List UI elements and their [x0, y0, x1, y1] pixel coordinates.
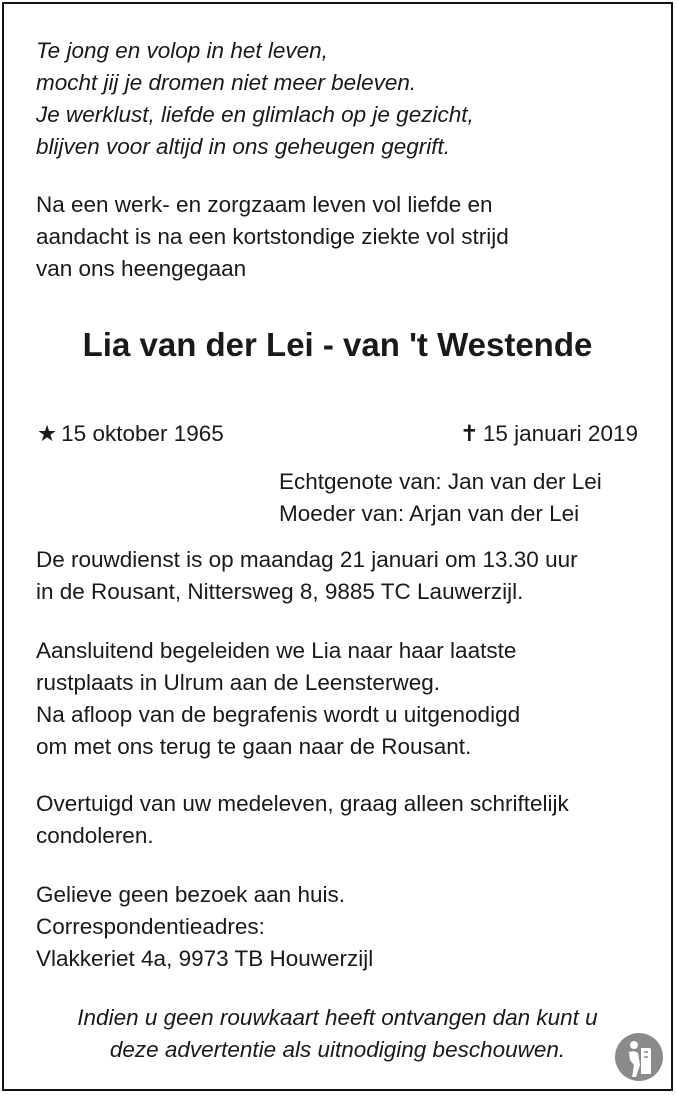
deceased-name: Lia van der Lei - van 't Westende: [82, 326, 593, 363]
memorial-logo-icon: [614, 1032, 664, 1082]
star-icon: ★: [37, 421, 58, 446]
death-date: [460, 418, 638, 450]
death-date-text: 15 januari 2019: [482, 421, 638, 446]
poem-line: Je werklust, liefde en glimlach op je gezicht,: [36, 102, 474, 127]
burial-text: [36, 635, 520, 763]
poem-line: mocht jij je dromen niet meer beleven.: [36, 70, 417, 95]
service-line: in de Rousant, Nittersweg 8, 9885 TC Lauwerzijl.: [36, 579, 524, 604]
poem: [36, 35, 474, 163]
birth-date: [37, 418, 224, 450]
service-text: [36, 544, 578, 608]
burial-line: Na afloop van de begrafenis wordt u uitgenodigd: [36, 702, 521, 727]
service-line: De rouwdienst is op maandag 21 januari om 13.30 uur: [36, 547, 578, 572]
intro-line: Na een werk- en zorgzaam leven vol liefde en: [36, 192, 493, 217]
intro-line: van ons heengegaan: [36, 256, 247, 281]
address-line: Vlakkeriet 4a, 9973 TB Houwerzijl: [36, 946, 374, 971]
address-line: Correspondentieadres:: [36, 914, 265, 939]
relation-line: Echtgenote van: Jan van der Lei: [279, 469, 602, 494]
poem-line: Te jong en volop in het leven,: [36, 38, 328, 63]
condolence-line: condoleren.: [36, 823, 154, 848]
intro-line: aandacht is na een kortstondige ziekte vol strijd: [36, 224, 509, 249]
condolence-line: Overtuigd van uw medeleven, graag alleen schriftelijk: [36, 791, 569, 816]
condolence-text: [36, 788, 569, 852]
birth-date-text: 15 oktober 1965: [61, 421, 224, 446]
footer-line: deze advertentie als uitnodiging beschouwen.: [109, 1037, 566, 1062]
relation-line: Moeder van: Arjan van der Lei: [279, 501, 580, 526]
footer-line: Indien u geen rouwkaart heeft ontvangen dan kunt u: [77, 1005, 598, 1030]
burial-line: rustplaats in Ulrum aan de Leensterweg.: [36, 670, 440, 695]
intro-text: [36, 189, 509, 285]
address-line: Gelieve geen bezoek aan huis.: [36, 882, 345, 907]
cross-icon: ✝: [460, 421, 479, 446]
obituary-card: [2, 2, 673, 1091]
poem-line: blijven voor altijd in ons geheugen gegrift.: [36, 134, 451, 159]
burial-line: om met ons terug te gaan naar de Rousant.: [36, 734, 472, 759]
burial-line: Aansluitend begeleiden we Lia naar haar laatste: [36, 638, 517, 663]
address-text: [36, 879, 373, 975]
relations: [279, 466, 602, 530]
footer-note: [4, 1002, 671, 1066]
